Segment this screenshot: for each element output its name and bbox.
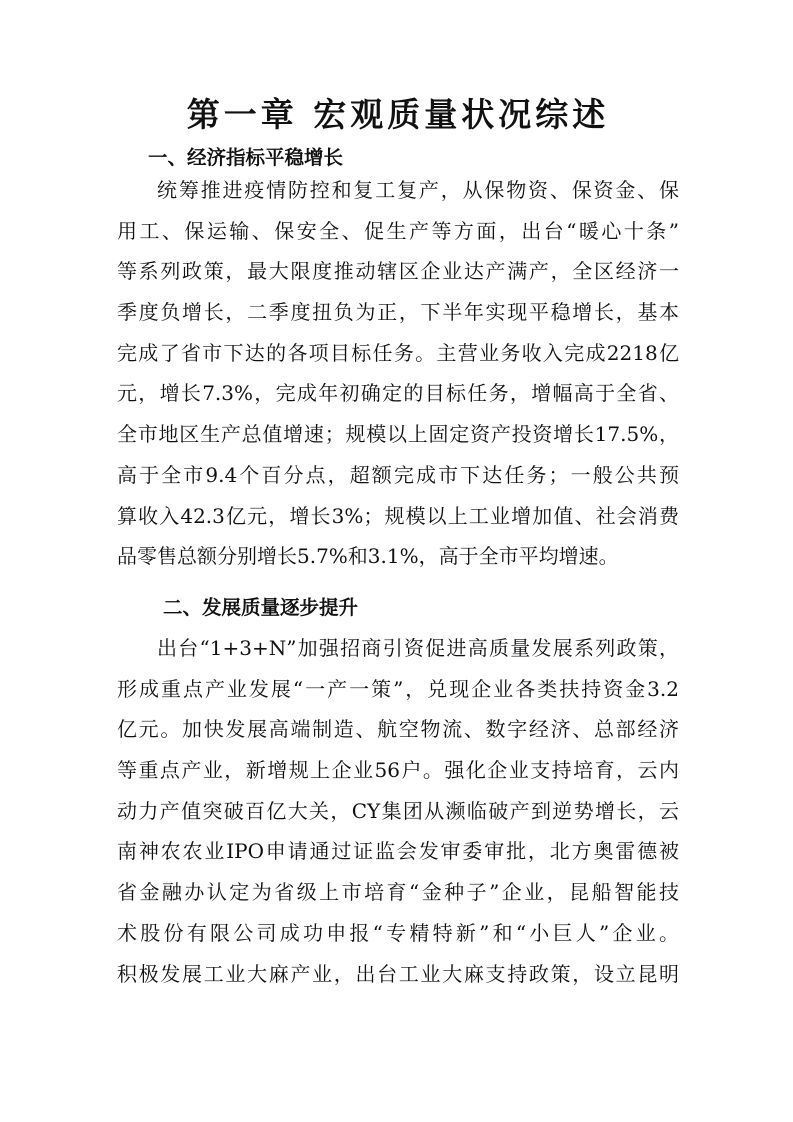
paragraph-line: 省金融办认定为省级上市培育“金种子”企业，昆船智能技: [117, 880, 679, 905]
paragraph-line: 元，增长7.3%，完成年初确定的目标任务，增幅高于全省、: [117, 381, 679, 406]
paragraph-line: 统筹推进疫情防控和复工复产，从保物资、保资金、保: [157, 178, 679, 202]
paragraph-line: 完成了省市下达的各项目标任务。主营业务收入完成2218亿: [117, 340, 679, 365]
paragraph-line: 全市地区生产总值增速；规模以上固定资产投资增长17.5%，: [117, 422, 679, 447]
section1-paragraph: [117, 170, 679, 577]
paragraph-line: 亿元。加快发展高端制造、航空物流、数字经济、总部经济: [117, 717, 679, 742]
paragraph-line: 南神农农业IPO申请通过证监会发审委审批，北方奥雷德被: [117, 839, 679, 864]
section-heading-development-quality: 二、发展质量逐步提升: [163, 596, 359, 619]
chapter-title: 第一章 宏观质量状况综述: [186, 95, 610, 134]
paragraph-line: 积极发展工业大麻产业，出台工业大麻支持政策，设立昆明: [117, 961, 679, 986]
paragraph-line: 品零售总额分别增长5.7%和3.1%，高于全市平均增速。: [117, 544, 619, 569]
paragraph-line: 等系列政策，最大限度推动辖区企业达产满产，全区经济一: [117, 259, 679, 284]
paragraph-line: 算收入42.3亿元，增长3%；规模以上工业增加值、社会消费: [117, 503, 679, 528]
paragraph-line: 形成重点产业发展“一产一策”，兑现企业各类扶持资金3.2: [117, 676, 679, 701]
section-heading-economic-indicators: 一、经济指标平稳增长: [148, 146, 344, 169]
paragraph-line: 等重点产业，新增规上企业56户。强化企业支持培育，云内: [117, 758, 679, 783]
paragraph-line: 用工、保运输、保安全、促生产等方面，出台“暖心十条”: [117, 218, 679, 243]
paragraph-line: 术股份有限公司成功申报“专精特新”和“小巨人”企业。: [117, 920, 679, 945]
paragraph-line: 季度负增长，二季度扭负为正，下半年实现平稳增长，基本: [117, 300, 679, 325]
paragraph-line: 出台“1+3+N”加强招商引资促进高质量发展系列政策，: [157, 636, 679, 660]
paragraph-line: 动力产值突破百亿大关，CY集团从濒临破产到逆势增长，云: [117, 798, 679, 823]
paragraph-line: 高于全市9.4个百分点，超额完成市下达任务；一般公共预: [117, 462, 679, 487]
section2-paragraph: [117, 628, 679, 994]
